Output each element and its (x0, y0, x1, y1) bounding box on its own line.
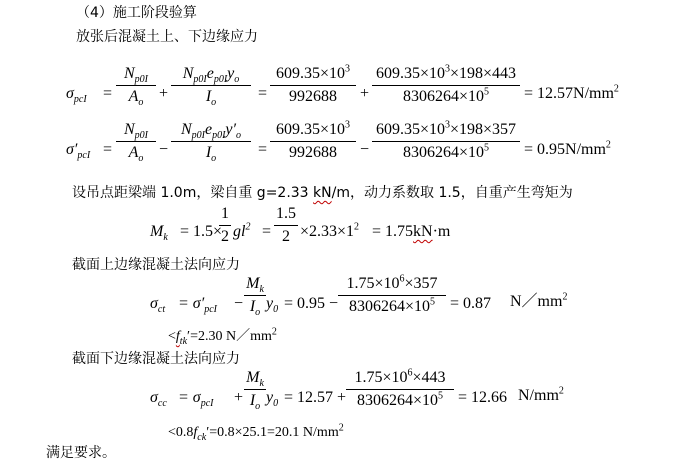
eq3-frac: 1.5 2 (276, 205, 296, 245)
eq4-lhs: $\sigma_{ct}$ (150, 295, 166, 316)
eq2-equals: = (103, 141, 113, 158)
eq1-frac2: $N_{p0I}e_{p0I}y_o$ $I_o$ (171, 66, 251, 105)
eq5-unit: $N/mm^2$ (518, 385, 564, 404)
eq5-num-frac: $1.75\times 10^6\times 443$ $8306264\times 10^5$ (346, 370, 454, 409)
eq1-num-frac1: $609.35\times 10^3$ 992688 (270, 66, 356, 105)
eq4-unit: $N/mm^2$ (510, 291, 568, 310)
eq4-minus: − (234, 295, 244, 312)
eq4-frac: $M_k$ $I_o$ (244, 276, 266, 315)
eq3-lhs: $M_k$ (150, 223, 168, 244)
eq5-result: = 12.66 (458, 389, 508, 406)
eq1-frac1: $N_{p0I}$ $A_o$ (116, 66, 156, 105)
eq2-lhs: $\sigma'_{pcI}$ (66, 141, 91, 162)
eq5-val: = 12.57 + (284, 389, 347, 406)
eq5-frac: $M_k$ $I_o$ (244, 370, 266, 409)
condition-fck: $<0.8f_{ck}'=0.8\times 25.1=20.1$ $N/mm^2$ (168, 422, 344, 443)
eq3-result: = 1.75kN·m (372, 223, 451, 240)
conclusion: 满足要求。 (46, 445, 116, 461)
eq4-rhs-a: = $\sigma'_{pcI}$ (178, 295, 217, 316)
eq2-num-frac2: $609.35\times 10^3\times 198\times 357$ $8306264\times 10^5$ (372, 122, 520, 161)
eq5-lhs: $\sigma_{cc}$ (150, 389, 167, 410)
eq1-plus2: + (360, 85, 370, 102)
eq2-minus: − (159, 141, 169, 158)
subtitle-edge-stress: 放张后混凝土上、下边缘应力 (76, 29, 258, 45)
subtitle-top-edge: 截面上边缘混凝土法向应力 (72, 257, 240, 273)
eq2-minus2: − (360, 141, 370, 158)
subtitle-bottom-edge: 截面下边缘混凝土法向应力 (72, 351, 240, 367)
condition-ftk: $<f_{tk}'=2.30$ $N/mm^2$ (168, 326, 277, 347)
eq1-result: = $12.57N/mm^2$ (524, 83, 619, 102)
eq4-result: = 0.87 (450, 295, 492, 312)
eq3-tail: $\times 2.33\times 1^2$ (300, 221, 360, 240)
eq1-num-frac2: $609.35\times 10^3\times 198\times 443$ $8306264\times 10^5$ (372, 66, 520, 105)
eq3-half: 1 2 (221, 205, 229, 245)
eq1-equals2: = (258, 85, 268, 102)
eq3-gl: $gl^2$ (233, 221, 251, 240)
eq2-frac1: $N_{p0I}$ $A_o$ (116, 122, 156, 161)
eq4-y: $y_0$ (266, 295, 279, 316)
eq1-lhs: $\sigma_{pcI}$ (66, 85, 87, 106)
eq5-plus: + (234, 389, 244, 406)
section-title: （4）施工阶段验算 (76, 5, 197, 21)
paragraph-lifting-point: 设吊点距梁端 1.0m，梁自重 g=2.33 kN/m，动力系数取 1.5，自重产生弯矩为 (72, 185, 573, 201)
eq5-y: $y_0$ (266, 389, 279, 410)
eq1-plus: + (159, 85, 169, 102)
eq3-part1: = 1.5× (180, 223, 223, 240)
eq2-result: = $0.95N/mm^2$ (524, 139, 611, 158)
eq5-rhs-a: = $\sigma_{pcI}$ (178, 389, 214, 410)
eq2-equals2: = (258, 141, 268, 158)
eq1-equals: = (103, 85, 113, 102)
eq4-num-frac: $1.75\times 10^6\times 357$ $8306264\times 10^5$ (338, 276, 446, 315)
eq2-frac2: $N_{p0I}e_{p0I}y'_o$ $I_o$ (171, 122, 251, 161)
eq4-val: = 0.95 − (284, 295, 339, 312)
eq2-num-frac1: $609.35\times 10^3$ 992688 (270, 122, 356, 161)
kn-unit: kN (313, 185, 332, 201)
eq3-equals: = (262, 223, 272, 240)
